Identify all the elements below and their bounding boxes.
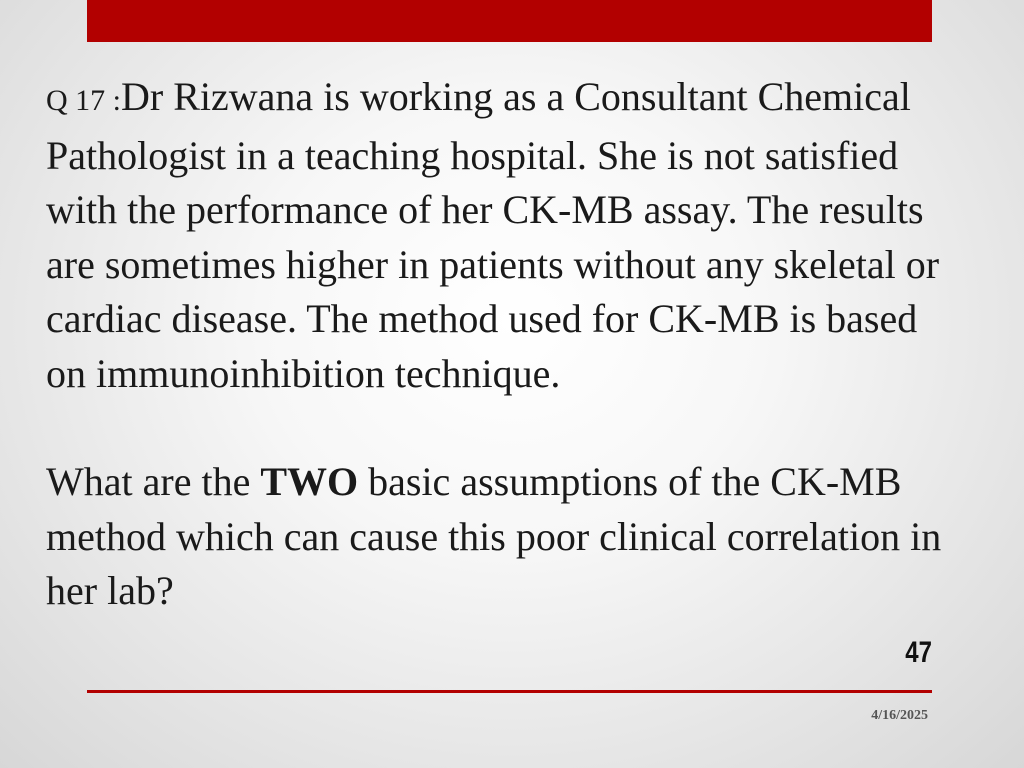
question-text: Dr Rizwana is working as a Consultant Chemical Pathologist in a teaching hospital. She is not satisfied with the performance of her CK-MB assay. The results are sometimes higher in patients without any skeletal or cardiac disease. The method used for CK-MB is based on immunoinhibition technique. (46, 74, 940, 396)
question-label: Q 17 : (46, 84, 121, 117)
footer-divider (87, 690, 932, 693)
prompt-paragraph (46, 455, 946, 619)
prompt-text-start: What are the (46, 459, 261, 504)
slide-number: 47 (905, 636, 932, 669)
slide-body (46, 70, 946, 619)
prompt-text-end: basic assumptions of the CK-MB method which can cause this poor clinical correlation in her lab? (46, 459, 942, 613)
question-paragraph (46, 70, 946, 401)
slide-date: 4/16/2025 (871, 708, 928, 723)
prompt-emphasis: TWO (260, 459, 359, 504)
top-accent-bar (87, 0, 932, 42)
